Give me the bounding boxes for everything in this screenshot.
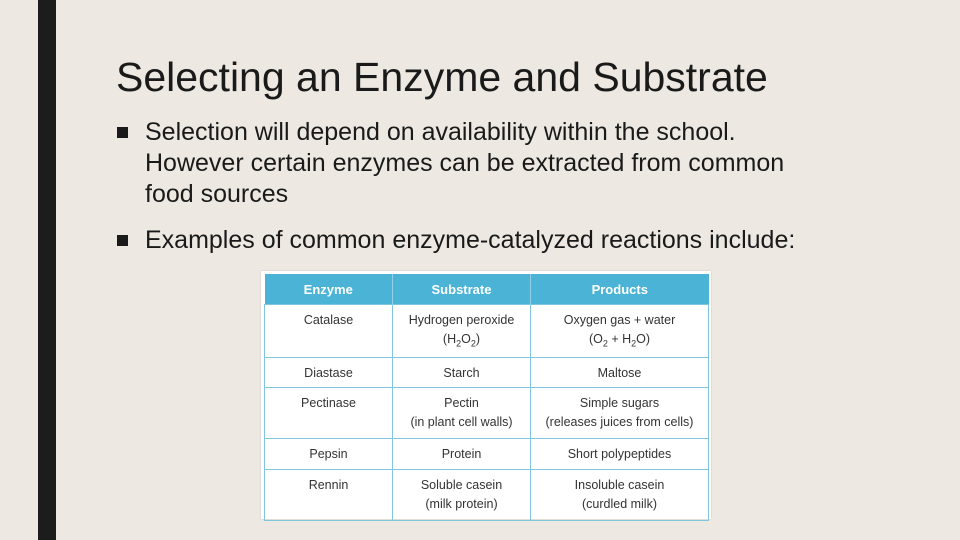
header-substrate: Substrate [393, 274, 531, 305]
bullet-text: Examples of common enzyme-catalyzed reactions include: [145, 226, 796, 254]
products-name: Oxygen gas + water [563, 313, 676, 327]
table-row [265, 358, 709, 388]
substrate-cell [393, 470, 531, 521]
table-header-row [265, 274, 709, 305]
square-bullet-icon [117, 235, 128, 246]
enzyme-table-image [261, 271, 711, 519]
products-cell [531, 439, 709, 470]
enzyme-cell: Pepsin [265, 439, 393, 470]
substrate-detail: (in plant cell walls) [410, 415, 513, 429]
square-bullet-icon [117, 127, 128, 138]
substrate-detail: (milk protein) [425, 497, 498, 511]
enzyme-cell: Diastase [265, 358, 393, 388]
substrate-cell [393, 388, 531, 439]
substrate-cell [393, 305, 531, 358]
substrate-name: Soluble casein [420, 478, 503, 492]
slide-title: Selecting an Enzyme and Substrate [116, 54, 768, 100]
products-name: Insoluble casein [574, 478, 665, 492]
products-name: Maltose [597, 366, 642, 380]
substrate-name: Pectin [444, 396, 479, 410]
enzyme-cell: Rennin [265, 470, 393, 521]
enzyme-cell: Catalase [265, 305, 393, 358]
enzyme-cell: Pectinase [265, 388, 393, 439]
table-row [265, 305, 709, 358]
bullet-text: Selection will depend on availability within the school. However certain enzymes can be extracted from common food sources [145, 118, 785, 208]
substrate-detail: $(H_2O_2)$ [442, 332, 481, 349]
left-accent-bar [38, 0, 56, 540]
products-name: Simple sugars [579, 396, 660, 410]
substrate-name: Hydrogen peroxide [408, 313, 515, 327]
products-cell [531, 388, 709, 439]
header-products: Products [531, 274, 709, 305]
products-name: Short polypeptides [567, 447, 672, 461]
products-detail: $(O_2 + H_2O)$ [588, 332, 651, 349]
substrate-name: Protein [441, 447, 482, 461]
table-row [265, 470, 709, 521]
products-cell [531, 470, 709, 521]
bullet-item [115, 117, 815, 210]
enzyme-table [264, 274, 709, 521]
products-cell [531, 305, 709, 358]
products-cell [531, 358, 709, 388]
header-enzyme: Enzyme [265, 274, 393, 305]
substrate-name: Starch [443, 366, 480, 380]
bullet-item [115, 225, 815, 256]
substrate-cell [393, 439, 531, 470]
products-detail: (releases juices from cells) [545, 415, 694, 429]
bullet-list [115, 117, 815, 271]
products-detail: (curdled milk) [581, 497, 657, 511]
table-row [265, 388, 709, 439]
table-row [265, 439, 709, 470]
substrate-cell [393, 358, 531, 388]
